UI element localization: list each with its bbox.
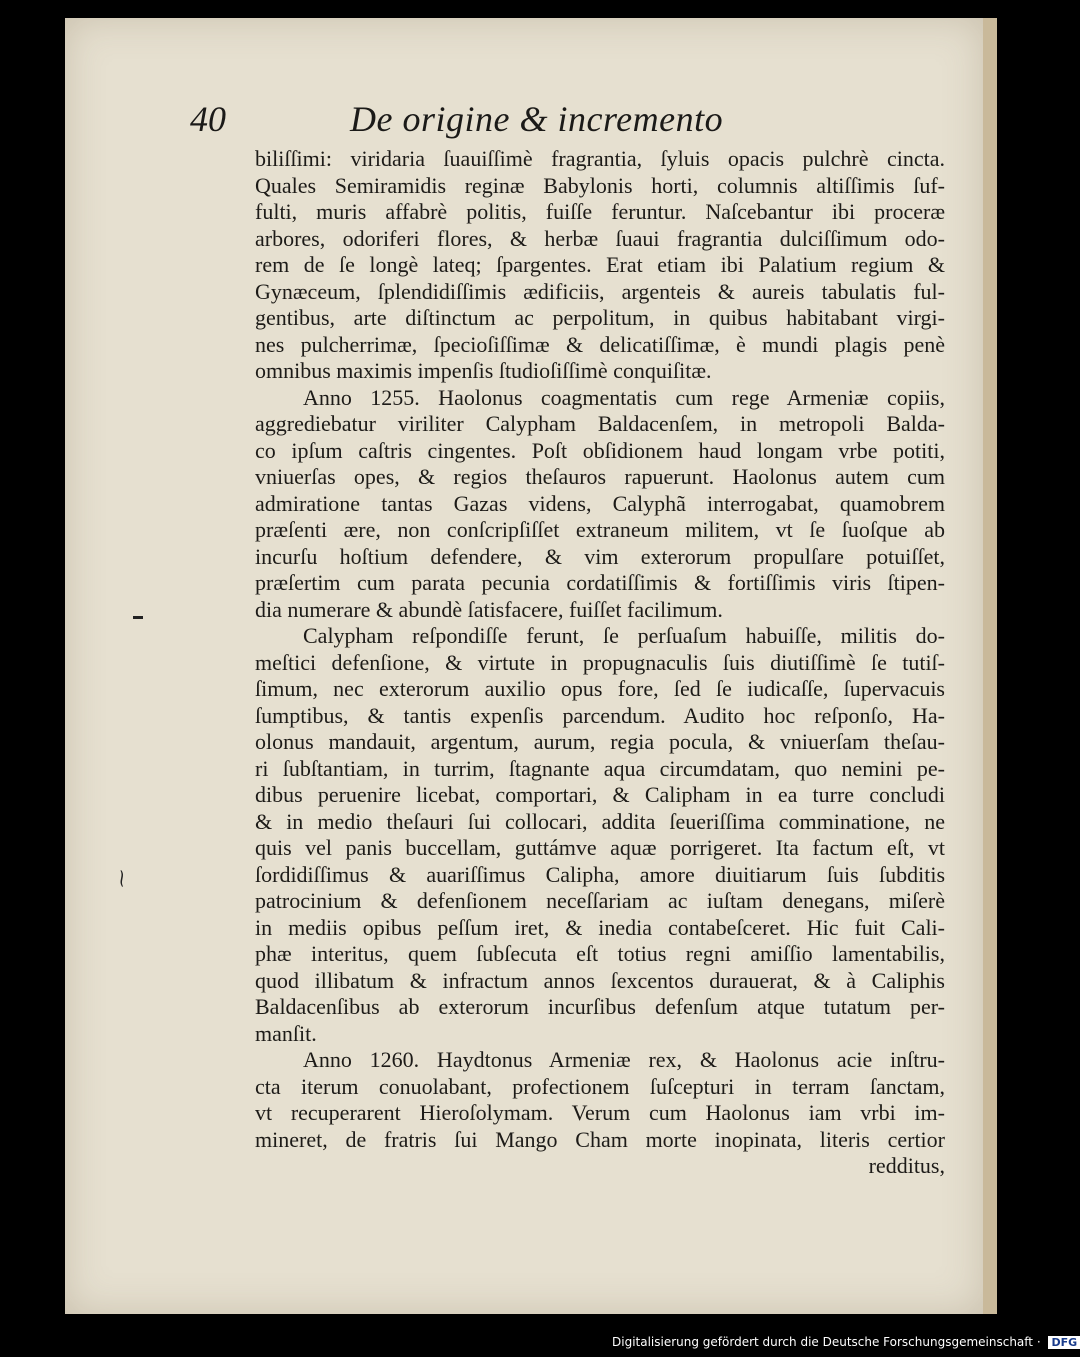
text-line: Anno 1260. Haydtonus Armeniæ rex, & Haolonus acie inſtru- [303,1047,945,1072]
margin-mark [133,616,143,619]
text-line: præſertim cum parata pecunia cordatiſſimis & fortiſſimis viris ſtipen- [255,570,945,595]
text-line: co ipſum caſtris cingentes. Poſt obſidionem haud longam vrbe potiti, [255,437,945,463]
text-line: arbores, odoriferi flores, & herbæ ſuaui fragrantia dulciſſimum odo- [255,225,945,251]
text-line: mineret, de fratris ſui Mango Cham morte inopinata, literis certior [255,1126,945,1152]
page-number: 40 [190,99,226,139]
text-line: rem de ſe longè lateq; ſpargentes. Erat etiam ibi Palatium regium & [255,252,945,277]
text-line: biliſſimi: viridaria ſuauiſſimè fragrantia, ſyluis opacis pulchrè cincta. [255,146,945,171]
page-header [190,96,930,146]
body-text [255,146,945,1180]
digitization-footer [612,1335,1080,1355]
text-line: aggrediebatur viriliter Calypham Baldacenſem, in metropoli Balda- [255,411,945,436]
text-line: gentibus, arte diſtinctum ac perpolitum, in quibus habitabant virgi- [255,305,945,330]
text-line: Baldacenſibus ab exterorum incurſibus defenſum atque tutatum per- [255,994,945,1019]
text-line: Anno 1255. Haolonus coagmentatis cum rege Armeniæ copiis, [303,384,945,410]
text-line: & in medio theſauri ſui collocari, addita ſeueriſſima comminatione, ne [255,808,945,834]
dfg-logo: DFG [1048,1336,1080,1349]
text-line: quis vel panis buccellam, guttámve aquæ porrigeret. Ita factum eſt, vt [255,835,945,860]
text-line: Calypham reſpondiſſe ferunt, ſe perſuaſum habuiſſe, militis do- [303,623,945,648]
text-line: in mediis opibus peſſum iret, & inedia contabeſceret. Hic fuit Cali- [255,914,945,940]
text-line: nes pulcherrimæ, ſpecioſiſſimæ & delicatiſſimæ, è mundi plagis penè [255,331,945,357]
text-line: Gynæceum, ſplendidiſſimis ædificiis, argenteis & aureis tabulatis ful- [255,278,945,304]
text-line: dia numerare & abundè ſatisfacere, fuiſſet facilimum. [255,596,723,622]
margin-annotation: ⁓ [111,869,133,888]
catchword: redditus, [868,1153,945,1178]
text-line: ſordidiſſimus & auariſſimus Calipha, amore diuitiarum ſuis ſubditis [255,861,945,887]
text-line: manſit. [255,1020,317,1046]
text-line: patrocinium & defenſionem neceſſariam ac iuſtam denegans, miſerè [255,888,945,913]
text-line: omnibus maximis impenſis ſtudioſiſſimè conquiſitæ. [255,358,712,383]
text-line: olonus mandauit, argentum, aurum, regia pocula, & vniuerſam theſau- [255,729,945,754]
text-line: cta iterum conuolabant, profectionem ſuſcepturi in terram ſanctam, [255,1073,945,1099]
text-line: Quales Semiramidis reginæ Babylonis horti, columnis altiſſimis ſuf- [255,172,945,198]
text-line: dibus peruenire licebat, comportari, & Calipham in ea turre concludi [255,782,945,807]
text-line: fulti, muris affabrè politis, fuiſſe feruntur. Naſcebantur ibi proceræ [255,199,945,224]
text-line: vniuerſas opes, & regios theſauros rapuerunt. Haolonus autem cum [255,464,945,489]
running-title: De origine & incremento [350,99,724,139]
text-line: ri ſubſtantiam, in turrim, ſtagnante aqua circumdatam, quo nemini pe- [255,755,945,781]
text-line: vt recuperarent Hieroſolymam. Verum cum Haolonus iam vrbi im- [255,1100,945,1125]
text-line: ſimum, nec exterorum auxilio opus fore, ſed ſe iudicaſſe, ſupervacuis [255,676,945,701]
text-line: phæ interitus, quem ſubſecuta eſt totius regni amiſſio lamentabilis, [255,941,945,966]
text-line: admiratione tantas Gazas videns, Calyphã interrogabat, quamobrem [255,490,945,516]
text-line: incurſu hoſtium defendere, & vim exterorum propulſare potuiſſet, [255,543,945,569]
text-line: ſumptibus, & tantis expenſis parcendum. Audito hoc reſponſo, Ha- [255,702,945,728]
footer-text: Digitalisierung gefördert durch die Deutsche Forschungsgemeinschaft · [612,1335,1041,1349]
text-line: quod illibatum & infractum annos ſexcentos durauerat, & à Caliphis [255,967,945,993]
text-line: meſtici defenſione, & virtute in propugnaculis ſuis diutiſſimè ſe tutiſ- [255,649,945,675]
text-line: præſenti ære, non conſcripſiſſet extraneum militem, vt ſe ſuoſque ab [255,517,945,542]
